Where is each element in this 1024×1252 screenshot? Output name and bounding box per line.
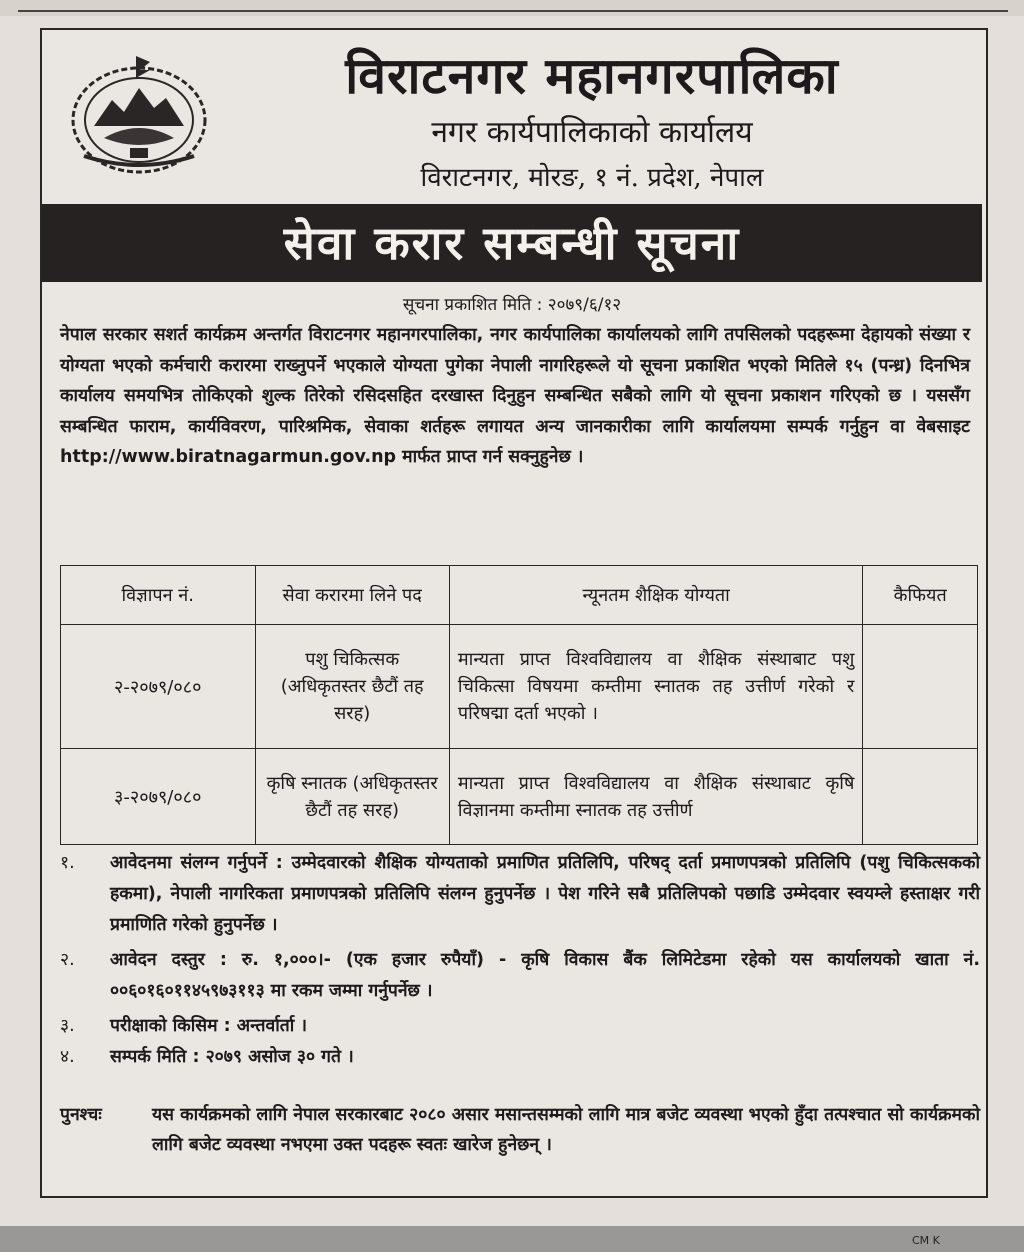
office-name: नगर कार्यपालिकाको कार्यालय: [431, 115, 753, 150]
bottom-strip: [0, 1226, 1024, 1252]
remarks: [863, 625, 978, 749]
qualification: मान्यता प्राप्त विश्वविद्यालय वा शैक्षिक संस्थाबाट पशु चिकित्सा विषयमा कम्तीमा स्नातक तह उत्तीर्ण गरेको र परिषद्मा दर्ता भएको ।: [449, 625, 863, 749]
header-remarks: कैफियत: [863, 566, 978, 625]
item-value: रु. १,०००।- (एक हजार रुपैयाँ) - कृषि विकास बैंक लिमिटेडमा रहेको यस कार्यालयको खाता नं. ००६०१६०११४५९७३११३ मा रकम जम्मा गर्नुपर्नेछ ।: [110, 950, 980, 1001]
item-label: आवेदन दस्तुर :: [110, 950, 227, 970]
requirements-list: [60, 848, 980, 1073]
item-label: परीक्षाको किसिम :: [110, 1016, 231, 1036]
item-value: २०७९ असोज ३० गते ।: [199, 1047, 354, 1067]
post-name: पशु चिकित्सक (अधिकृतस्तर छैटौं तह सरह): [255, 625, 449, 749]
item-value: उम्मेदवारको शैक्षिक योग्यताको प्रमाणित प्रतिलिपि, परिषद् दर्ता प्रमाणपत्रको प्रतिलिपि (पशु चिकित्सकको हकमा), नेपाली नागरिकता प्रमाणपत्रको प्रतिलिपि संलग्न हुनुपर्नेछ । पेश गरिने सबै प्रतिलिपको पछाडि उम्मेदवार स्वयम्ले हस्ताक्षर गरी प्रमाणिति गरेको हुनुपर्नेछ ।: [110, 853, 981, 935]
notice-title: सेवा करार सम्बन्धी सूचना: [283, 216, 741, 270]
item-label: सम्पर्क मिति :: [110, 1047, 200, 1067]
top-rule: [18, 10, 1008, 12]
print-mark: CM K: [912, 1234, 940, 1247]
table-row: [61, 749, 978, 845]
header-post: सेवा करारमा लिने पद: [255, 566, 449, 625]
list-item: [60, 1011, 980, 1042]
item-text: [110, 848, 980, 941]
header-qualification: न्यूनतम शैक्षिक योग्यता: [449, 566, 863, 625]
postscript-text: यस कार्यक्रमको लागि नेपाल सरकारबाट २०८० असार मसान्तसम्मको लागि मात्र बजेट व्यवस्था भएको हुँदा तत्पश्चात सो कार्यक्रमको लागि बजेट व्यवस्था नभएमा उक्त पदहरू स्वतः खारेज हुनेछन् ।: [152, 1105, 980, 1155]
item-number: ४.: [60, 1047, 75, 1067]
item-value: अन्तर्वार्ता ।: [230, 1016, 307, 1036]
ad-number: ३-२०७९/०८०: [61, 749, 256, 845]
top-strip: [0, 0, 1024, 16]
item-number: ३.: [60, 1016, 75, 1036]
item-text: [110, 945, 980, 1007]
vacancy-table: [60, 565, 978, 845]
published-date: सूचना प्रकाशित मिति : २०७९/६/१२: [402, 295, 622, 315]
government-emblem-icon: [64, 48, 214, 178]
postscript-label: पुनश्चः: [60, 1105, 102, 1125]
post-name: कृषि स्नातक (अधिकृतस्तर छैटौं तह सरह): [255, 749, 449, 845]
item-number: १.: [60, 853, 75, 873]
item-label: आवेदनमा संलग्न गर्नुपर्ने :: [110, 853, 283, 873]
list-item: [60, 945, 980, 1007]
table-row: [61, 625, 978, 749]
list-item: [60, 848, 980, 941]
table-header-row: [61, 566, 978, 625]
remarks: [863, 749, 978, 845]
list-item: [60, 1042, 980, 1073]
postscript: [60, 1100, 980, 1160]
org-name: विराटनगर महानगरपालिका: [345, 46, 839, 105]
item-text: [110, 1042, 980, 1073]
item-text: [110, 1011, 980, 1042]
office-address: विराटनगर, मोरङ, १ नं. प्रदेश, नेपाल: [420, 163, 764, 193]
header-ad-no: विज्ञापन नं.: [61, 566, 256, 625]
item-number: २.: [60, 950, 75, 970]
ad-number: २-२०७९/०८०: [61, 625, 256, 749]
qualification: मान्यता प्राप्त विश्वविद्यालय वा शैक्षिक संस्थाबाट कृषि विज्ञानमा कम्तीमा स्नातक तह उत्तीर्ण: [449, 749, 863, 845]
notice-body: नेपाल सरकार सशर्त कार्यक्रम अन्तर्गत विराटनगर महानगरपालिका, नगर कार्यपालिका कार्यालयको लागि तपसिलको पदहरूमा देहायको संख्या र योग्यता भएको कर्मचारी करारमा राख्नुपर्ने भएकाले योग्यता पुगेका नेपाली नागरिहरूले यो सूचना प्रकाशित भएको मितिले १५ (पन्ध्र) दिनभित्र कार्यालय समयभित्र तोकिएको शुल्क तिरेको रसिदसहित दरखास्त दिनुहुन सम्बन्धित सबैको लागि यो सूचना प्रकाशन गरिएको छ । यससँग सम्बन्धित फाराम, कार्यविवरण, पारिश्रमिक, सेवाका शर्तहरू लगायत अन्य जानकारीका लागि कार्यालयमा सम्पर्क गर्नुहुन वा वेबसाइट http://www.biratnagarmun.gov.np मार्फत प्राप्त गर्न सक्नुहुनेछ ।: [60, 325, 970, 467]
